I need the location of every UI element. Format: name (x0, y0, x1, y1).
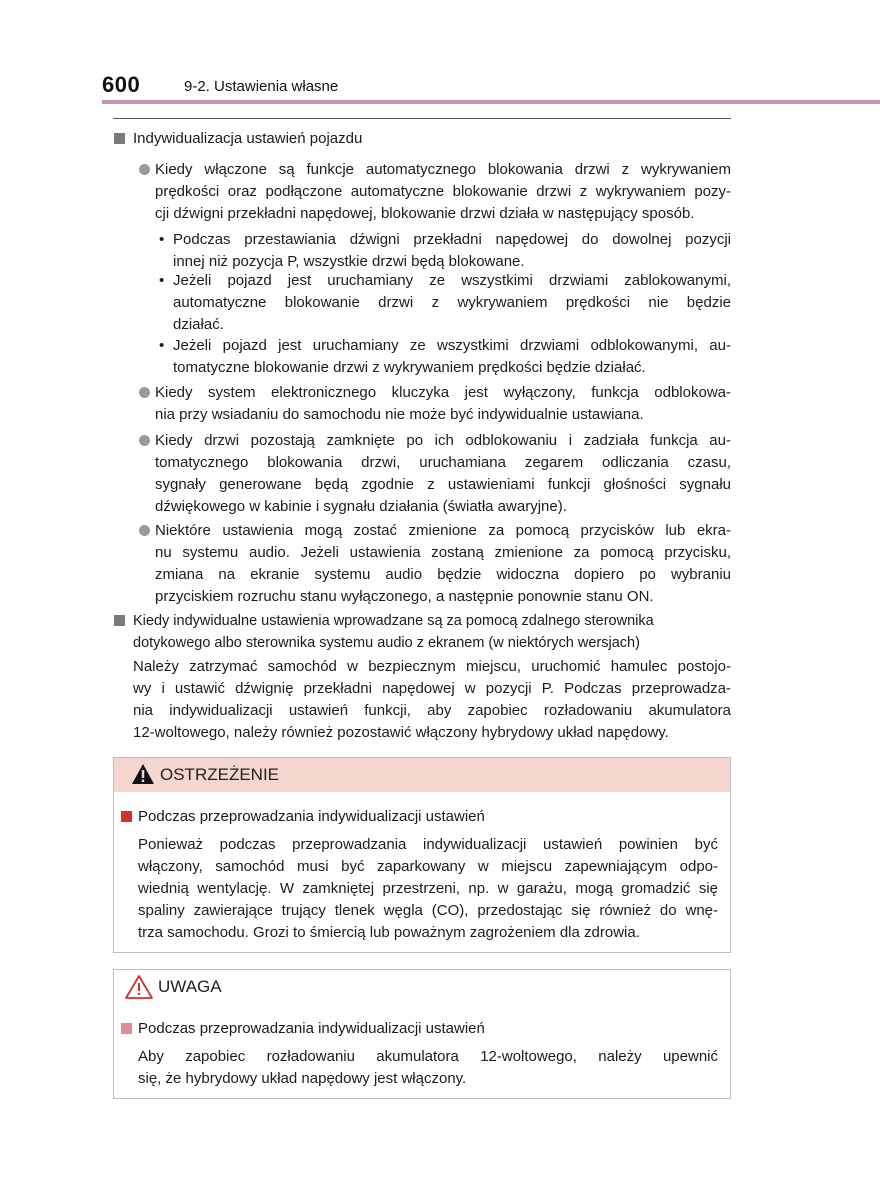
caution-box (113, 969, 731, 1099)
warning-heading: Podczas przeprowadzania indywidualizacji ustawień (138, 808, 485, 825)
warning-title: OSTRZEŻENIE (160, 765, 280, 784)
bullet-dot (139, 164, 150, 175)
line: cji dźwigni przekładni napędowej, blokowanie drzwi działa w następujący sposób. (155, 205, 695, 222)
line: włączony, samochód musi być zaparkowany w miejscu zapewniającym odpo- (138, 858, 718, 875)
warning-marker (121, 811, 132, 822)
caution-heading: Podczas przeprowadzania indywidualizacji ustawień (138, 1020, 485, 1037)
warning-triangle-icon (131, 763, 155, 785)
warning-header (114, 758, 730, 792)
sub-item (173, 229, 731, 273)
line: tomatycznego blokowania drzwi, uruchamiana zegarem odliczania czasu, (155, 454, 731, 471)
paragraph (155, 382, 731, 426)
line: Niektóre ustawienia mogą zostać zmienione za pomocą przycisków lub ekra- (155, 522, 731, 539)
warning-box (113, 757, 731, 953)
line: działać. (173, 316, 224, 333)
line: Ponieważ podczas przeprowadzania indywidualizacji ustawień powinien być (138, 836, 718, 853)
paragraph (133, 656, 731, 744)
line: tomatyczne blokowanie drzwi z wykrywaniem prędkości będzie działać. (173, 359, 646, 376)
line: wy i ustawić dźwignię przekładni napędowej w pozycji P. Podczas przeprowadza- (133, 680, 731, 697)
page-number: 600 (102, 72, 141, 97)
line: nu systemu audio. Jeżeli ustawienia zostaną zmienione za pomocą przycisku, (155, 544, 731, 561)
section-marker (114, 615, 125, 626)
line: sygnały generowane będą zgodnie z ustawieniami funkcji głośności sygnału (155, 476, 731, 493)
section-marker (114, 133, 125, 144)
sub-item (173, 335, 731, 379)
line: dźwiękowego w kabinie i sygnału działania (światła awaryjne). (155, 498, 567, 515)
bullet: • (159, 337, 165, 354)
line: się, że hybrydowy układ napędowy jest włączony. (138, 1070, 467, 1087)
bullet-dot (139, 387, 150, 398)
line: Kiedy włączone są funkcje automatycznego blokowania drzwi z wykrywaniem (155, 161, 731, 178)
line: spaliny zawierające trujący tlenek węgla (CO), przedostając się również do wnę- (138, 902, 718, 919)
sub-item (173, 270, 731, 336)
line: przyciskiem rozruchu stanu wyłączonego, a następnie ponownie stanu ON. (155, 588, 654, 605)
section-title: 9-2. Ustawienia własne (184, 78, 339, 95)
bullet: • (159, 231, 165, 248)
line: automatyczne blokowanie drzwi z wykrywaniem prędkości nie będzie (173, 294, 731, 311)
line: Należy zatrzymać samochód w bezpiecznym miejscu, uruchomić hamulec postojo- (133, 658, 731, 675)
line: Kiedy indywidualne ustawienia wprowadzane są za pomocą zdalnego sterownika (133, 613, 654, 629)
line: innej niż pozycja P, wszystkie drzwi będą blokowane. (173, 253, 525, 270)
warning-body (138, 834, 718, 944)
line: nia indywidualizacji ustawień funkcji, aby zapobiec rozładowaniu akumulatora (133, 702, 731, 719)
caution-marker (121, 1023, 132, 1034)
line: Aby zapobiec rozładowaniu akumulatora 12-woltowego, należy upewnić (138, 1048, 718, 1065)
line: prędkości oraz podłączone automatyczne blokowanie drzwi z wykrywaniem pozy- (155, 183, 731, 200)
line: zmiana na ekranie systemu audio będzie widoczna dopiero po wybraniu (155, 566, 731, 583)
paragraph (155, 159, 731, 225)
bullet-dot (139, 525, 150, 536)
line: nia przy wsiadaniu do samochodu nie może być indywidualnie ustawiana. (155, 406, 644, 423)
line: trza samochodu. Grozi to śmiercią lub poważnym zagrożeniem dla zdrowia. (138, 924, 640, 941)
line: Kiedy drzwi pozostają zamknięte po ich odblokowaniu i zadziała funkcja au- (155, 432, 731, 449)
content-top-rule (113, 118, 731, 119)
line: Jeżeli pojazd jest uruchamiany ze wszystkimi drzwiami odblokowanymi, au- (173, 337, 731, 354)
line: wiednią wentylację. W zamkniętej przestrzeni, np. w garażu, mogą gromadzić się (138, 880, 718, 897)
page-header (0, 0, 880, 108)
paragraph (155, 430, 731, 518)
section-heading (133, 610, 731, 654)
line: dotykowego albo sterownika systemu audio z ekranem (w niektórych wersjach) (133, 635, 640, 651)
section-heading: Indywidualizacja ustawień pojazdu (133, 130, 363, 147)
line: Kiedy system elektronicznego kluczyka jest wyłączony, funkcja odblokowa- (155, 384, 731, 401)
caution-triangle-icon (124, 974, 154, 1000)
header-rule (102, 100, 880, 104)
line: Jeżeli pojazd jest uruchamiany ze wszystkimi drzwiami zablokowanymi, (173, 272, 731, 289)
line: Podczas przestawiania dźwigni przekładni napędowej do dowolnej pozycji (173, 231, 731, 248)
caution-header (114, 970, 730, 1004)
paragraph (155, 520, 731, 608)
caution-title: UWAGA (158, 977, 222, 996)
bullet: • (159, 272, 165, 289)
caution-body (138, 1046, 718, 1090)
line: 12-woltowego, należy również pozostawić włączony hybrydowy układ napędowy. (133, 724, 669, 741)
bullet-dot (139, 435, 150, 446)
